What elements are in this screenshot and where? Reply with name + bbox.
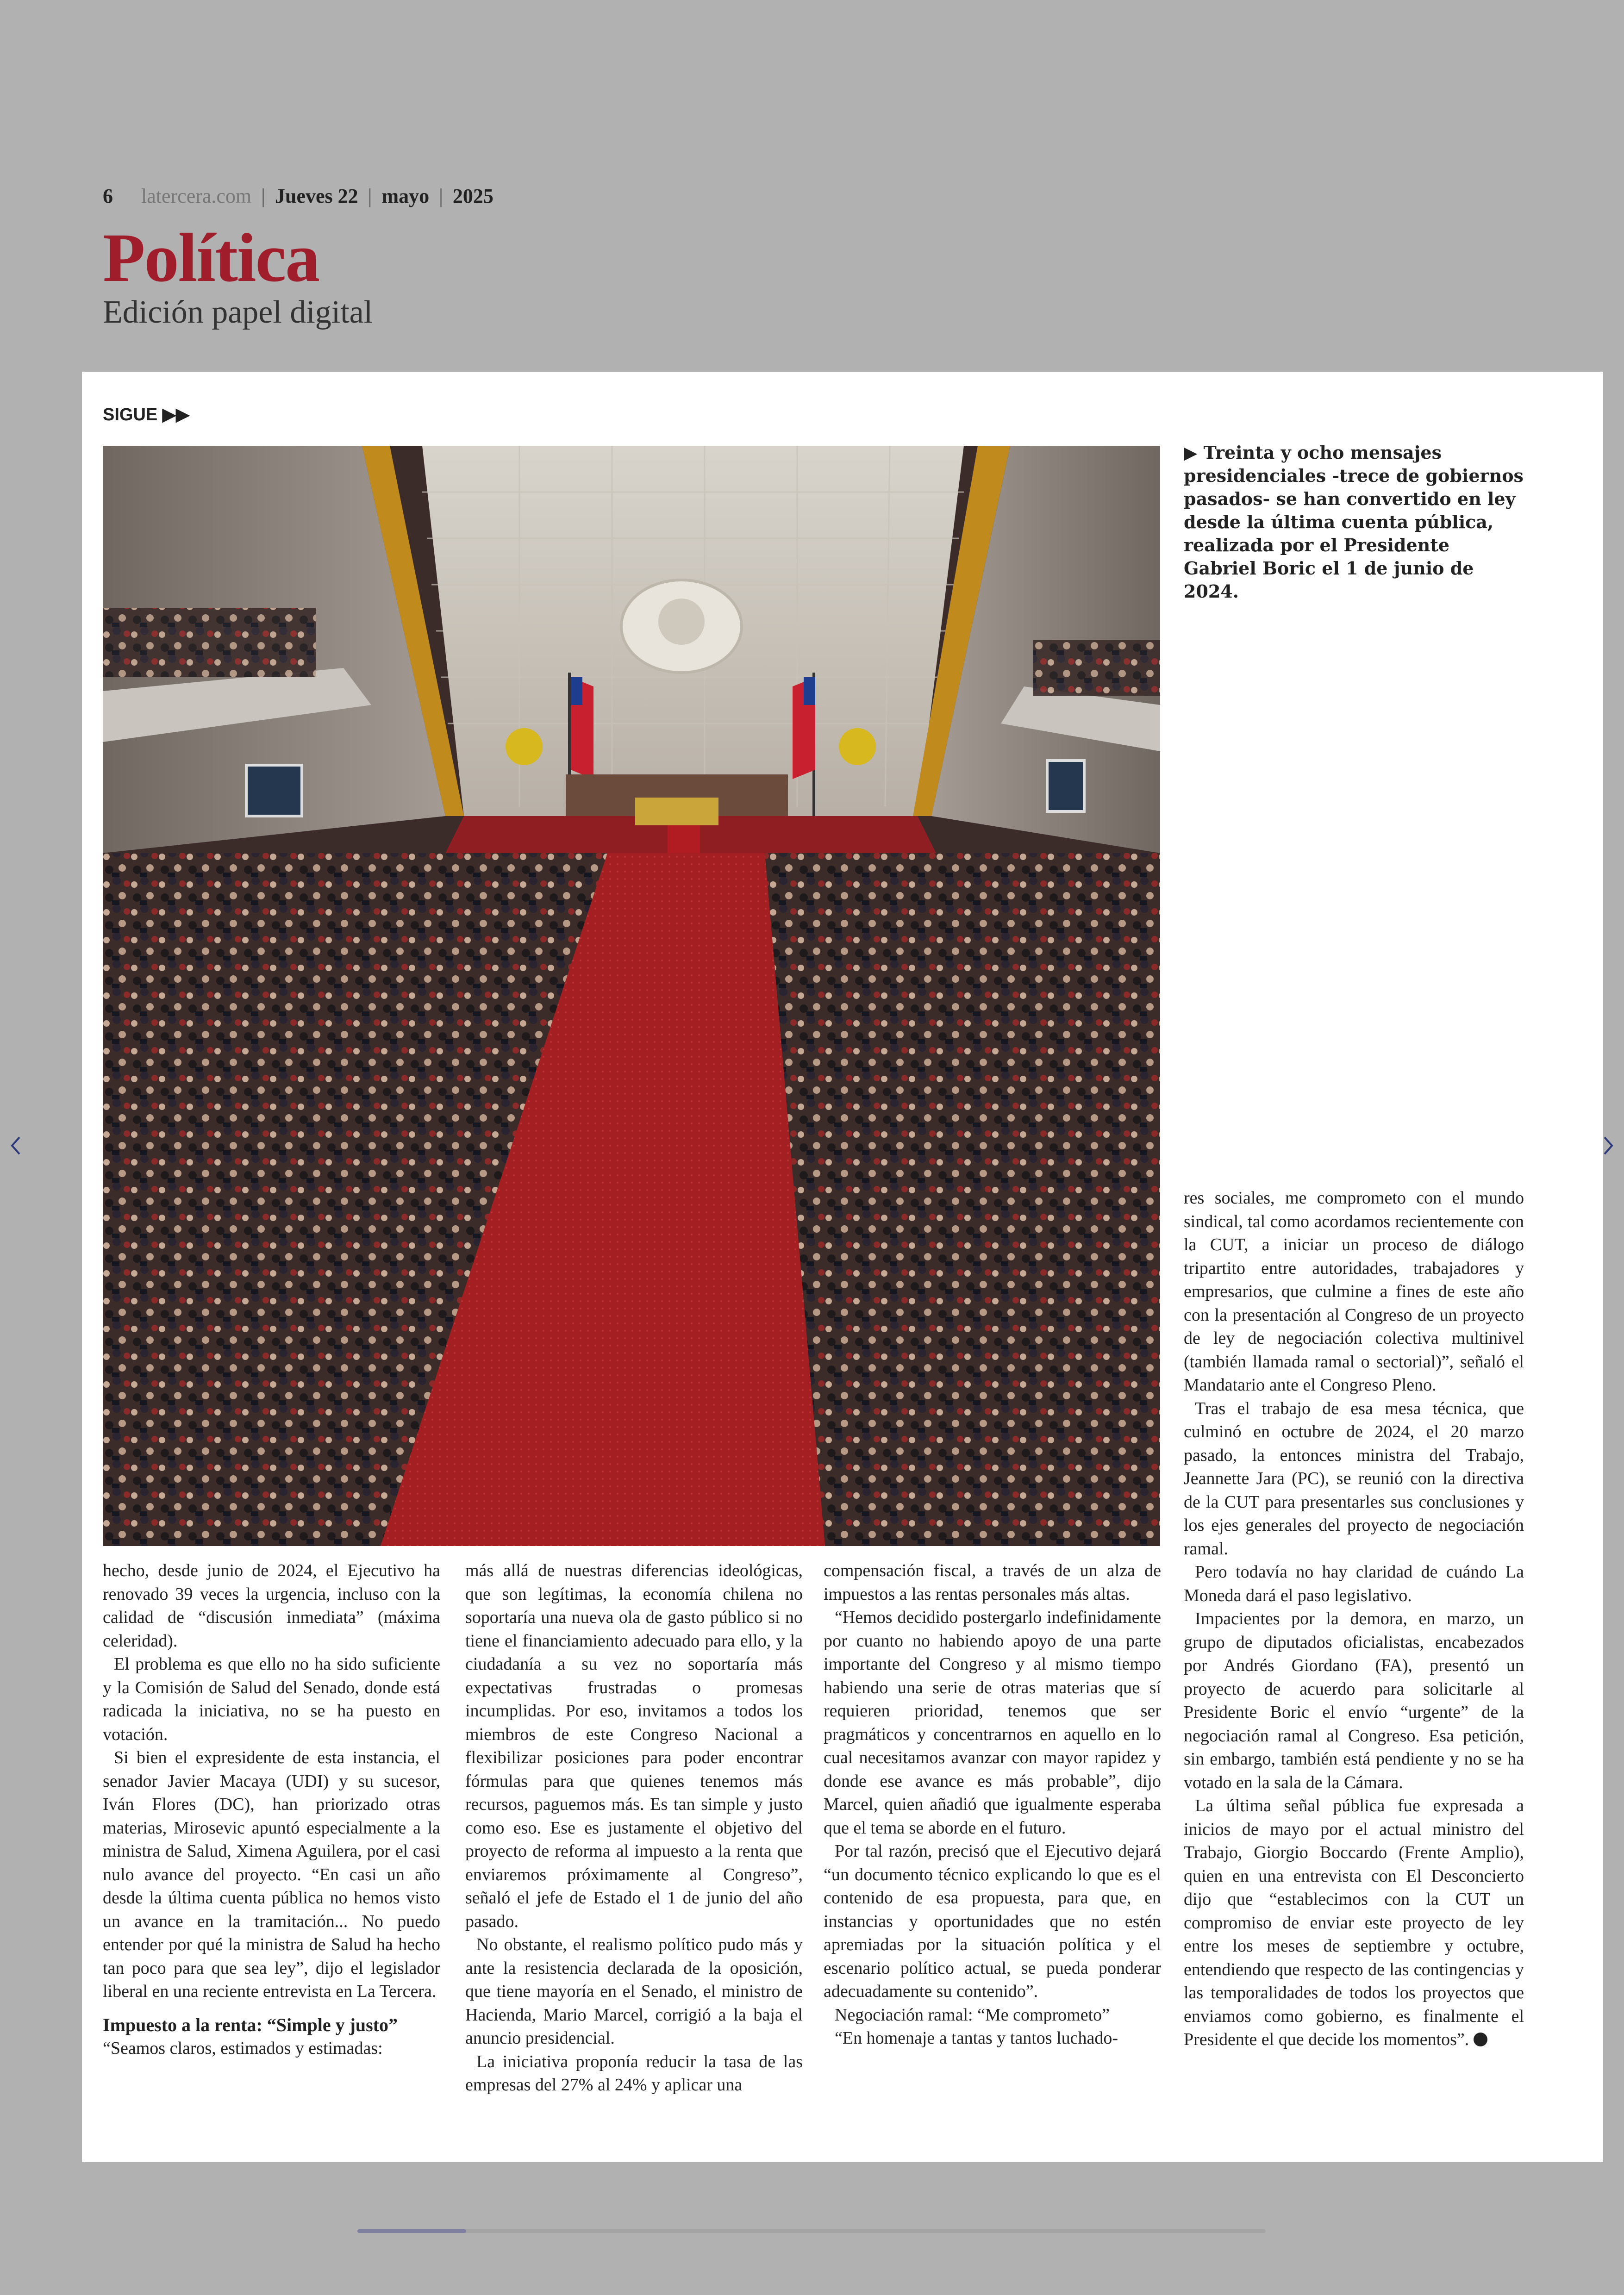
date-year: 2025 (452, 185, 493, 207)
paragraph: hecho, desde junio de 2024, el Ejecutivo ha renovado 39 veces la urgencia, incluso con la calidad de “discusión inmediata” (máxima celeridad). (103, 1561, 440, 1651)
subheading: Impuesto a la renta: “Simple y justo” (103, 2014, 398, 2035)
paragraph: “Seamos claros, estimados y estimadas: (103, 2038, 383, 2058)
paragraph: Por tal razón, precisó que el Ejecutivo dejará “un documento técnico explicando lo que es el contenido de esa propuesta, para que, en instancias y oportunidades que no estén apremiadas por la situación política y el escenario político actual, se pueda ponderar adecuadamente su contenido”. (824, 1841, 1161, 2001)
date-weekday: Jueves 22 (275, 185, 358, 207)
paragraph: La iniciativa proponía reducir la tasa de las empresas del 27% al 24% y aplicar una (465, 2052, 803, 2095)
site-name: latercera.com (141, 185, 252, 207)
paragraph: Pero todavía no hay claridad de cuándo La Moneda dará el paso legislativo. (1184, 1562, 1524, 1605)
chevron-left-icon (9, 1135, 22, 1157)
date-month: mayo (381, 185, 430, 207)
section-title: Política (103, 219, 319, 296)
paragraph: más allá de nuestras diferencias ideológicas, que son legítimas, la economía chilena no soportaría una nueva ola de gasto público si no tiene el financiamiento adecuado para ello, y la ciudadanía a su vez no soportaría más expectativas frustradas o promesas incumplidas. Por eso, invitamos a todos los miembros de este Congreso Nacional a flexibilizar posiciones para poder encontrar fórmulas para que quienes tenemos más recursos, paguemos más. Es tan simple y justo como eso. Ese es justamente el objetivo del proyecto de reforma al impuesto a la renta que enviaremos próximamente al Congreso”, señaló el jefe de Estado el 1 de junio del año pasado. (465, 1561, 803, 1931)
paragraph: “En homenaje a tantas y tantos luchado- (835, 2028, 1118, 2048)
paragraph (1184, 1794, 1524, 2052)
article-column-2 (465, 1559, 803, 2097)
next-page-button[interactable] (1599, 1132, 1618, 1160)
article-column-1 (103, 1559, 440, 2060)
congress-photo (103, 446, 1160, 1546)
page-number: 6 (103, 185, 113, 207)
paragraph: res sociales, me comprometo con el mundo sindical, tal como acordamos recientemente con la CUT, a iniciar un proceso de diálogo tripartito entre autoridades, trabajadores y empresarios, que culmine a fines de este año con la presentación al Congreso de un proyecto de ley de negociación colectiva multinivel (también llamada ramal o sectorial)”, señaló el Mandatario ante el Congreso Pleno. (1184, 1188, 1524, 1395)
chevron-right-icon (1602, 1135, 1615, 1157)
paragraph: Si bien el expresidente de esta instancia, el senador Javier Macaya (UDI) y su sucesor, Iván Flores (DC), han priorizado otras materias, Mirosevic apuntó especialmente a la ministra de Salud, Ximena Aguilera, por el casi nulo avance del proyecto. “En casi un año desde la última cuenta pública no hemos visto un avance en la tramitación... No puedo entender por qué la ministra de Salud ha hecho tan poco para que sea ley”, dijo el legislador liberal en una reciente entrevista en La Tercera. (103, 1748, 440, 2001)
paragraph: El problema es que ello no ha sido suficiente y la Comisión de Salud del Senado, donde está radicada la iniciativa, no se ha puesto en votación. (103, 1654, 440, 1744)
paragraph-text: La última señal pública fue expresada a inicios de mayo por el actual ministro del Trabajo, Giorgio Boccardo (Frente Amplio), quien en una entrevista con El Desconcierto dijo que “establecimos con la CUT un compromiso de enviar este proyecto de ley entre los meses de septiembre y octubre, entendiendo que respecto de las contingencias y las temporalidades de todos los proyectos que enviamos como gobierno, es finalmente el Presidente el que decide los momentos”. (1184, 1796, 1524, 2049)
section-subtitle: Edición papel digital (103, 294, 373, 330)
page-scrollbar-thumb[interactable] (357, 2229, 466, 2233)
article-column-4 (1184, 1186, 1524, 2052)
paragraph: compensación fiscal, a través de un alza de impuestos a las rentas personales más altas. (824, 1561, 1161, 1604)
folio-line: 6 latercera.com | Jueves 22 | mayo | 2025 (103, 185, 493, 207)
paragraph: Negociación ramal: “Me comprometo” (835, 2005, 1110, 2025)
paragraph: No obstante, el realismo político pudo más y ante la resistencia declarada de la oposición, que tiene mayoría en el Senado, el ministro de Hacienda, Mario Marcel, corrigió a la baja el anuncio presidencial. (465, 1935, 803, 2048)
sigue-label: SIGUE ▶▶ (103, 405, 190, 424)
end-mark-icon (1474, 2033, 1487, 2046)
prev-page-button[interactable] (6, 1132, 25, 1160)
newspaper-page (82, 372, 1603, 2162)
page-scrollbar[interactable] (357, 2229, 1266, 2233)
congress-photo-illustration (103, 446, 1160, 1546)
photo-caption: ▶ Treinta y ocho mensajes presidenciales -trece de gobiernos pasados- se han convertido en ley desde la última cuenta pública, realizada por el Presidente Gabriel Boric el 1 de junio de 2024. (1184, 442, 1524, 602)
paragraph: “Hemos decidido postergarlo indefinidamente por cuanto no habiendo apoyo de una parte importante del Congreso y al mismo tiempo habiendo una serie de otras materias que sí requieren prioridad, tenemos que ser pragmáticos y concentrarnos en aquello en lo cual necesitamos avanzar con mayor rapidez y donde ese avance es más probable”, dijo Marcel, quien añadió que igualmente esperaba que el tema se aborde en el futuro. (824, 1608, 1161, 1838)
article-column-3 (824, 1559, 1161, 2050)
paragraph: Impacientes por la demora, en marzo, un grupo de diputados oficialistas, encabezados por Andrés Giordano (FA), presentó un proyecto de acuerdo para solicitarle al Presidente Boric el envío “urgente” de la negociación ramal al Congreso. Esa petición, sin embargo, también está pendiente y no se ha votado en la sala de la Cámara. (1184, 1609, 1524, 1792)
paragraph: Tras el trabajo de esa mesa técnica, que culminó en octubre de 2024, el 20 marzo pasado, la entonces ministra del Trabajo, Jeannette Jara (PC), se reunió con la directiva de la CUT para presentarles sus conclusiones y los ejes generales del proyecto de negociación ramal. (1184, 1398, 1524, 1559)
